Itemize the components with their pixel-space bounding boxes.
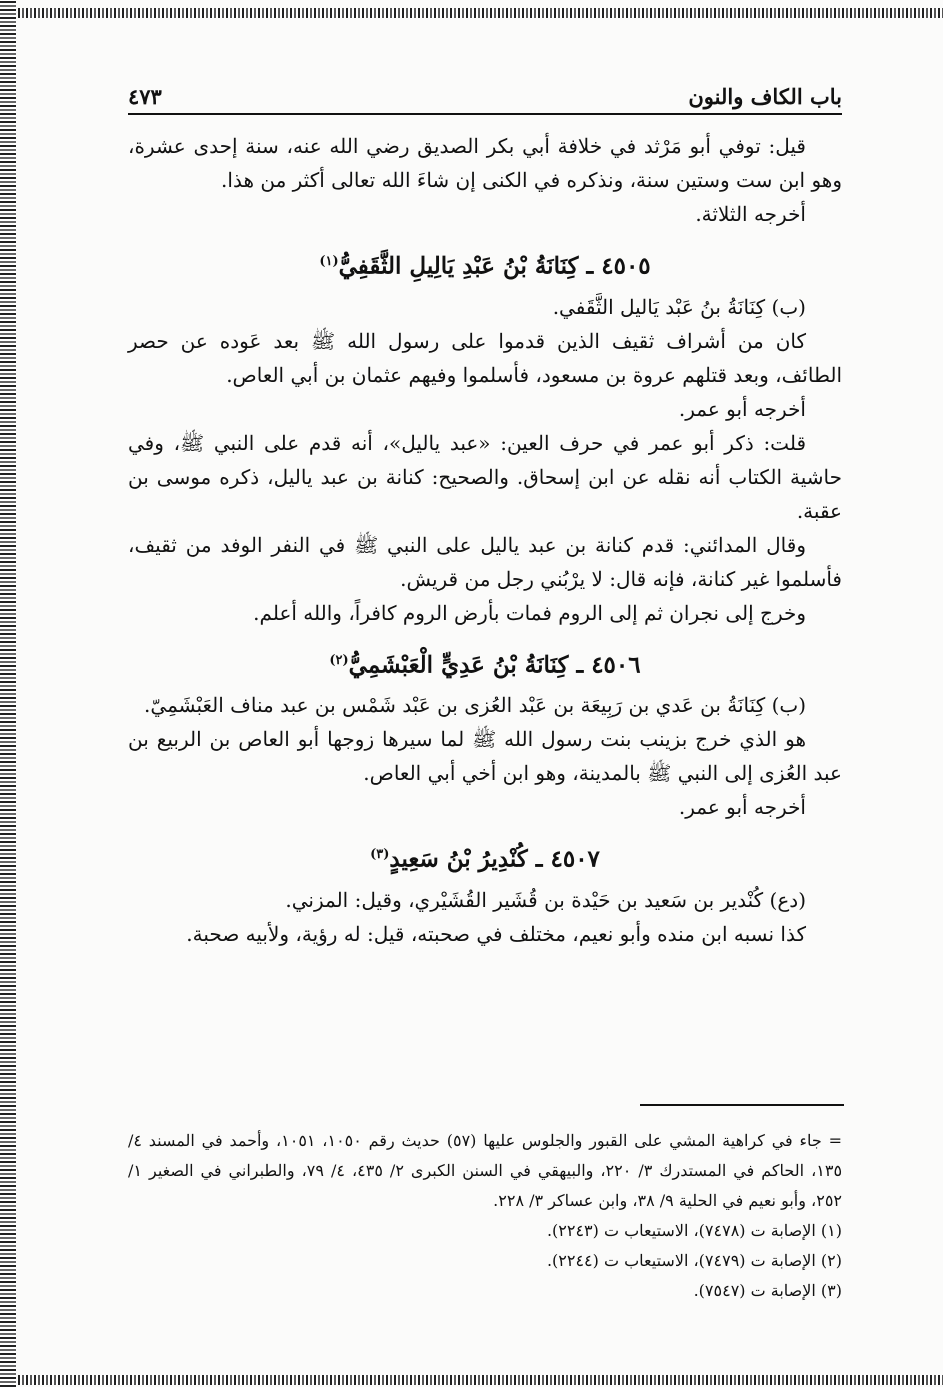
running-header xyxy=(128,75,842,109)
paragraph: (دع) كُنْدير بن سَعيد بن حَيْدة بن قُشَير القُشَيْري، وقيل: المزني. xyxy=(285,887,806,912)
paragraph: أخرجه أبو عمر. xyxy=(678,795,806,820)
paragraph: وقال المدائني: قدم كنانة بن عبد ياليل على النبي ﷺ في النفر الوفد من ثقيف، فأسلموا غير كنانة، فإنه قال: لا يرْبُني رجل من قريش. xyxy=(128,532,842,591)
paragraph: وخرج إلى نجران ثم إلى الروم فمات بأرض الروم كافراً، والله أعلم. xyxy=(253,600,806,625)
page-number: ٤٧٣ xyxy=(128,84,162,109)
bottom-border xyxy=(18,1375,943,1385)
paragraph: قيل: توفي أبو مَرْثد في خلافة أبي بكر الصديق رضي الله عنه، سنة إحدى عشرة، وهو ابن ست وستين سنة، ونذكره في الكنى إن شاءَ الله تعالى أكثر من هذا. xyxy=(128,134,842,192)
footnote-ref[interactable]: (١) xyxy=(319,254,339,269)
footnote: = جاء في كراهية المشي على القبور والجلوس عليها (٥٧) حديث رقم ١٠٥٠، ١٠٥١، وأحمد في المسند ٤/ ١٣٥، الحاكم في المستدرك ٣/ ٢٢٠، والبيهقي في السنن الكبرى ٢/ ٤٣٥، ٤/ ٧٩، والطبراني في الصغير ١/ ٢٥٢، وأبو نعيم في الحلية ٩/ ٣٨، وابن عساكر ٣/ ٢٢٨. xyxy=(128,1131,843,1210)
paragraph: كان من أشراف ثقيف الذين قدموا على رسول الله ﷺ بعد عَوده عن حصر الطائف، وبعد قتلهم عروة بن مسعود، فأسلموا وفيهم عثمان بن أبي العاص. xyxy=(128,328,842,387)
entry-title: ٤٥٠٥ ـ كِنَانَةُ بْنُ عَبْدِ يَالِيلِ الثَّقَفِيُّ$^{(١)}$ xyxy=(319,252,651,280)
left-border xyxy=(0,0,16,1387)
page xyxy=(128,75,842,951)
paragraph: قلت: ذكر أبو عمر في حرف العين: «عبد ياليل»، أنه قدم على النبي ﷺ، وفي حاشية الكتاب أنه نقله عن ابن إسحاق. والصحيح: كنانة بن عبد ياليل، ذكره موسى بن عقبة. xyxy=(128,430,842,523)
footnote-ref[interactable]: (٣) xyxy=(370,847,390,863)
entry-title: ٤٥٠٦ ـ كِنَانَةُ بْنُ عَدِيٍّ الْعَبْشَمِيُّ$^{(٢)}$ xyxy=(329,651,641,679)
footnote-ref[interactable]: (٢) xyxy=(329,652,349,668)
header-rule xyxy=(128,113,842,115)
paragraph: أخرجه أبو عمر. xyxy=(678,396,806,421)
entry-title: ٤٥٠٧ ـ كُنْدِيرُ بْنُ سَعِيدٍ$^{(٣)}$ xyxy=(370,845,600,873)
paragraph: كذا نسبه ابن منده وأبو نعيم، مختلف في صحبته، قيل: له رؤية، ولأبيه صحبة. xyxy=(186,921,806,946)
footnote: (٢) الإصابة ت (٧٤٧٩)، الاستيعاب ت (٢٢٤٤). xyxy=(546,1251,842,1270)
paragraph: هو الذي خرج بزينب بنت رسول الله ﷺ لما سيرها زوجها أبو العاص بن الربيع بن عبد العُزى إلى النبي ﷺ بالمدينة، وهو ابن أخي أبي العاص. xyxy=(128,727,842,786)
header-title: باب الكاف والنون xyxy=(688,84,842,109)
main-text xyxy=(128,129,842,951)
paragraph: (ب) كِنَانَةُ بنُ عَبْد يَاليل الثَّقَفي. xyxy=(552,294,806,319)
footnotes xyxy=(128,1126,842,1306)
paragraph: أخرجه الثلاثة. xyxy=(695,202,806,226)
footnote: (١) الإصابة ت (٧٤٧٨)، الاستيعاب ت (٢٢٤٣). xyxy=(546,1221,842,1240)
top-border xyxy=(18,8,943,18)
paragraph: (ب) كِنَانَةُ بن عَدي بن رَبِيعَة بن عَبْد العُزى بن عَبْد شَمْس بن عبد مناف العَبْشَمِيّ. xyxy=(144,693,806,718)
footnote-rule xyxy=(640,1104,844,1106)
footnote: (٣) الإصابة ت (٧٥٤٧). xyxy=(693,1281,842,1300)
